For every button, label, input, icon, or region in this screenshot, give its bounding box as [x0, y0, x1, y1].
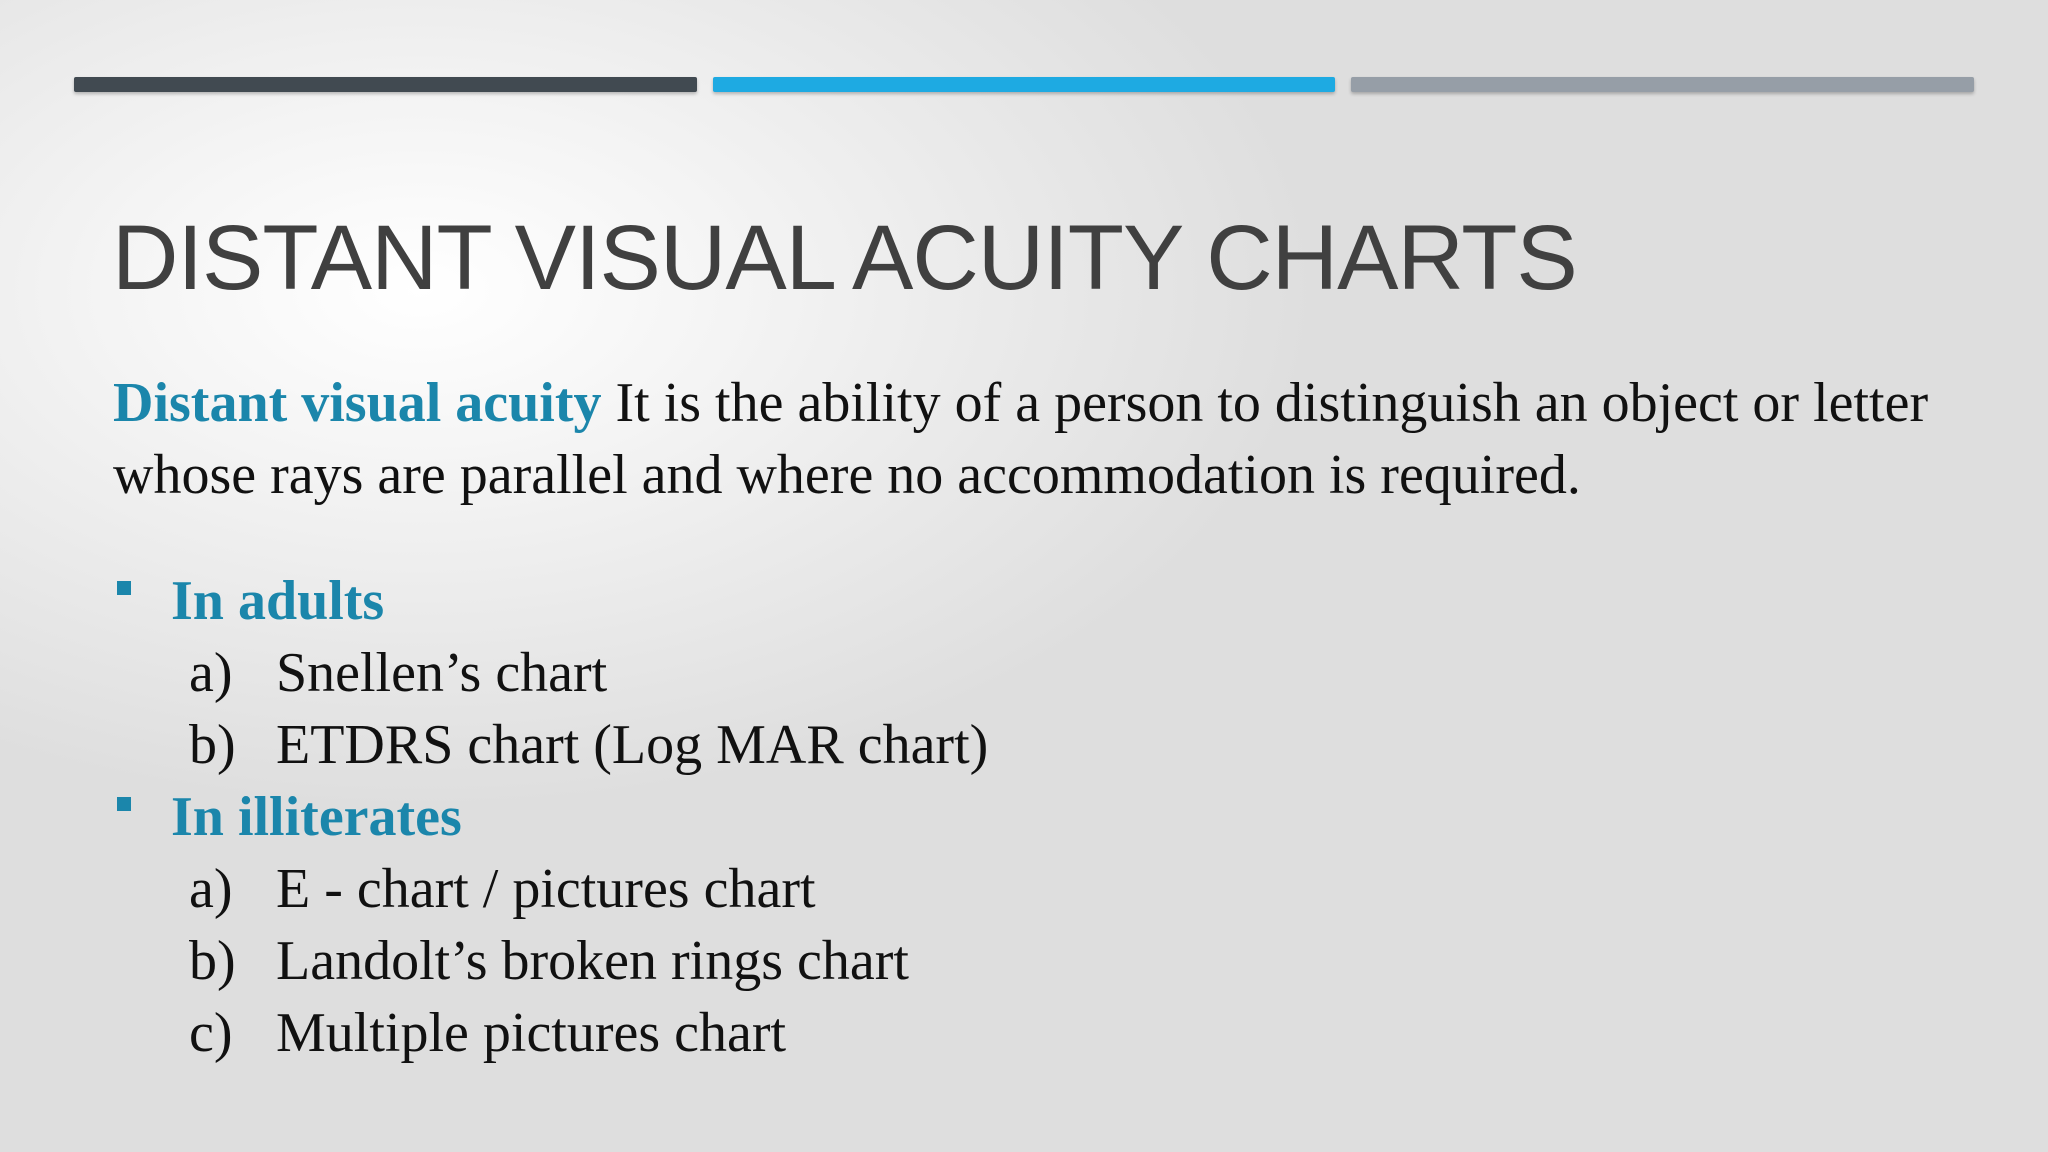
decoration-bar-gray — [1351, 77, 1974, 92]
item-text: E - chart / pictures chart — [276, 858, 816, 920]
group-heading-illiterates — [113, 781, 1613, 853]
header-decoration-bars — [74, 77, 1974, 92]
slide-title: DISTANT VISUAL ACUITY CHARTS — [112, 207, 1577, 309]
item-letter: b) — [189, 930, 236, 992]
definition-term: Distant visual acuity — [113, 372, 602, 434]
group-label: In illiterates — [171, 786, 462, 848]
list-item — [113, 853, 1613, 925]
group-heading-adults — [113, 565, 1613, 637]
item-letter: c) — [189, 1002, 233, 1064]
item-letter: a) — [189, 858, 233, 920]
group-label: In adults — [171, 570, 385, 632]
item-text: Landolt’s broken rings chart — [276, 930, 909, 992]
item-letter: a) — [189, 642, 233, 704]
chart-type-list — [113, 565, 1613, 1069]
decoration-bar-dark — [74, 77, 697, 92]
list-item — [113, 997, 1613, 1069]
list-item — [113, 925, 1613, 997]
square-bullet-icon — [117, 581, 131, 595]
decoration-bar-accent — [713, 77, 1335, 92]
list-item — [113, 709, 1613, 781]
definition-text: It is the ability of a person to distinguish an object or letter whose rays are parallel and where no accommodation is required. — [113, 372, 1929, 506]
item-letter: b) — [189, 714, 236, 776]
square-bullet-icon — [117, 797, 131, 811]
item-text: Snellen’s chart — [276, 642, 608, 704]
list-item — [113, 637, 1613, 709]
item-text: Multiple pictures chart — [276, 1002, 787, 1064]
definition-paragraph — [113, 367, 1943, 511]
item-text: ETDRS chart (Log MAR chart) — [276, 714, 989, 776]
